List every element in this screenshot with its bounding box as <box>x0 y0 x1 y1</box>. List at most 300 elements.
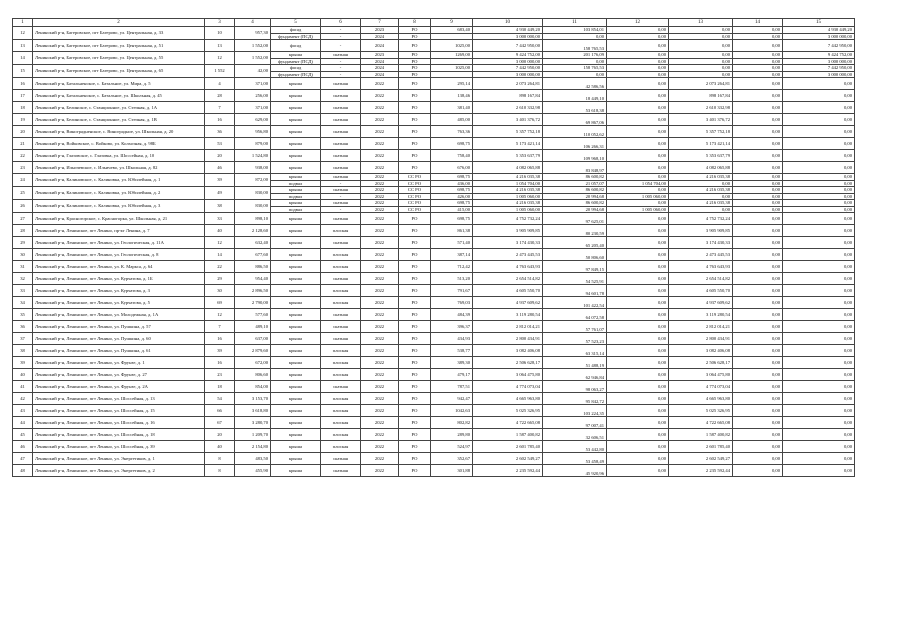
area-cell: 3 618,80 <box>235 405 271 417</box>
address-cell: Ленинский р-н, Багеровское, пгт Багерово, ул. Центральная, д. 55 <box>33 52 205 65</box>
area-cell: 938,00 <box>235 162 271 174</box>
apartments-cell: 46 <box>205 162 235 174</box>
value-cell-c10: 4 605 550,70 <box>473 285 543 297</box>
value-cell-c9: 802,82 <box>431 417 473 429</box>
apartments-cell: 7 <box>205 321 235 333</box>
value-cell-c8: РО <box>399 33 431 40</box>
row-number-cell: 39 <box>13 357 33 369</box>
value-cell-c10: 2 073 264,81 <box>473 78 543 90</box>
value-cell-c12: 0,00 <box>607 174 669 181</box>
table-row <box>13 357 855 369</box>
value-cell-c7: 2022 <box>361 369 399 381</box>
value-cell-c13: 4 774 073,04 <box>669 381 733 393</box>
value-cell-c13: 1 587 400,82 <box>669 429 733 441</box>
row-number-cell: 32 <box>13 273 33 285</box>
value-cell-c8: РО <box>399 150 431 162</box>
value-cell-c12: 0,00 <box>607 321 669 333</box>
area-cell: 637,00 <box>235 333 271 345</box>
value-cell-c11: 20 994,68 <box>543 193 607 200</box>
value-cell-c11: 0,00 <box>543 33 607 40</box>
value-cell-c15: 0,00 <box>783 78 855 90</box>
value-cell-c6: скатная <box>321 273 361 285</box>
apartments-cell: 39 <box>205 174 235 187</box>
address-cell: Ленинский р-н, Ленинское, пгт Ленино, ул. Шоссейная, д. 15 <box>33 405 205 417</box>
value-cell-c12: 0,00 <box>607 71 669 78</box>
apartments-cell: 14 <box>205 249 235 261</box>
value-cell-c15: 0,00 <box>783 200 855 207</box>
row-number-cell: 42 <box>13 393 33 405</box>
area-cell: 2 879,60 <box>235 345 271 357</box>
value-cell-c14: 0,00 <box>733 321 783 333</box>
value-cell-c5: крыша <box>271 405 321 417</box>
row-number-cell: 45 <box>13 429 33 441</box>
value-cell-c6: - <box>321 33 361 40</box>
address-cell: Ленинский р-н, Ленинское, пгт Ленино, ул. Пушкина, д. 57 <box>33 321 205 333</box>
value-cell-c8: РО <box>399 40 431 52</box>
value-cell-c7: 2022 <box>361 200 399 207</box>
value-cell-c5: крыша <box>271 225 321 237</box>
value-cell-c15: 0,00 <box>783 453 855 465</box>
value-cell-c9: 415,00 <box>431 206 473 213</box>
value-cell-c14: 0,00 <box>733 52 783 59</box>
row-number-cell: 15 <box>13 65 33 78</box>
value-cell-c15: 0,00 <box>783 237 855 249</box>
value-cell-c10: 5 353 637,79 <box>473 150 543 162</box>
value-cell-c5: крыша <box>271 381 321 393</box>
value-cell-c5: крыша <box>271 187 321 194</box>
value-cell-c6: - <box>321 65 361 72</box>
column-number-cell: 6 <box>321 19 361 27</box>
address-cell: Ленинский р-н, Ленинское, пгт Ленино, ул. Пушкина, д. 61 <box>33 345 205 357</box>
area-cell: 42,00 <box>235 65 271 78</box>
row-number-cell: 31 <box>13 261 33 273</box>
value-cell-c10: 1 587 400,82 <box>473 429 543 441</box>
value-cell-c7: 2022 <box>361 213 399 225</box>
value-cell-c14: 0,00 <box>733 40 783 52</box>
value-cell-c7: 2024 <box>361 71 399 78</box>
value-cell-c11: 97 849,15 <box>543 261 607 273</box>
value-cell-c12: 0,00 <box>607 453 669 465</box>
address-cell: Ленинский р-н, Ленинское, пгт Ленино, ул. Фрунзе, д. 2А <box>33 381 205 393</box>
value-cell-c14: 0,00 <box>733 150 783 162</box>
value-cell-c6: скатная <box>321 309 361 321</box>
table-row <box>13 285 855 297</box>
value-cell-c10: 2 506 628,17 <box>473 357 543 369</box>
value-cell-c5: крыша <box>271 90 321 102</box>
area-cell: 1 552,00 <box>235 40 271 52</box>
value-cell-c12: 0,00 <box>607 102 669 114</box>
value-cell-c14: 0,00 <box>733 237 783 249</box>
value-cell-c14: 0,00 <box>733 114 783 126</box>
value-cell-c5: подвал <box>271 193 321 200</box>
value-cell-c8: РО <box>399 71 431 78</box>
apartments-cell: 36 <box>205 126 235 138</box>
value-cell-c8: РО <box>399 261 431 273</box>
row-number-cell: 37 <box>13 333 33 345</box>
value-cell-c12: 0,00 <box>607 90 669 102</box>
address-cell: Ленинский р-н, Батальненское, с. Батальное, ул. Мира, д. 5 <box>33 78 205 90</box>
value-cell-c9: 301,88 <box>431 465 473 477</box>
value-cell-c12: 0,00 <box>607 345 669 357</box>
value-cell-c6: скатная <box>321 453 361 465</box>
area-cell: 489,10 <box>235 321 271 333</box>
area-cell: 632,40 <box>235 237 271 249</box>
value-cell-c7: 2022 <box>361 114 399 126</box>
apartments-cell: 40 <box>205 225 235 237</box>
value-cell-c12: 0,00 <box>607 297 669 309</box>
value-cell-c5: фасад <box>271 65 321 72</box>
value-cell-c5: крыша <box>271 453 321 465</box>
value-cell-c7: 2022 <box>361 102 399 114</box>
value-cell-c6: - <box>321 71 361 78</box>
area-cell: 957,30 <box>235 27 271 40</box>
value-cell-c6: плоская <box>321 357 361 369</box>
value-cell-c6: скатная <box>321 162 361 174</box>
apartments-cell: 66 <box>205 405 235 417</box>
value-cell-c12: 0,00 <box>607 357 669 369</box>
value-cell-c12: 0,00 <box>607 405 669 417</box>
value-cell-c11: 57 761,07 <box>543 321 607 333</box>
table-body <box>13 19 855 477</box>
value-cell-c15: 0,00 <box>783 90 855 102</box>
value-cell-c6: - <box>321 206 361 213</box>
value-cell-c13: 4 665 963,80 <box>669 393 733 405</box>
value-cell-c14: 0,00 <box>733 58 783 65</box>
value-cell-c7: 2024 <box>361 58 399 65</box>
apartments-cell: 28 <box>205 90 235 102</box>
column-number-cell: 4 <box>235 19 271 27</box>
value-cell-c12: 0,00 <box>607 441 669 453</box>
value-cell-c7: 2022 <box>361 162 399 174</box>
value-cell-c5: крыша <box>271 102 321 114</box>
area-cell: 3 280,70 <box>235 417 271 429</box>
value-cell-c8: РО <box>399 65 431 72</box>
value-cell-c15: 0,00 <box>783 193 855 200</box>
value-cell-c5: крыша <box>271 429 321 441</box>
value-cell-c5: крыша <box>271 114 321 126</box>
value-cell-c14: 0,00 <box>733 33 783 40</box>
value-cell-c11: 103 854,01 <box>543 27 607 34</box>
value-cell-c10: 898 167,84 <box>473 90 543 102</box>
value-cell-c13: 2 073 264,81 <box>669 78 733 90</box>
value-cell-c9: 698,75 <box>431 174 473 181</box>
value-cell-c6: скатная <box>321 200 361 207</box>
area-cell: 483,50 <box>235 453 271 465</box>
row-number-cell: 25 <box>13 187 33 200</box>
value-cell-c5: крыша <box>271 333 321 345</box>
value-cell-c8: РО <box>399 162 431 174</box>
table-row <box>13 40 855 52</box>
row-number-cell: 34 <box>13 297 33 309</box>
value-cell-c11: 53 618,38 <box>543 102 607 114</box>
value-cell-c15: 0,00 <box>783 393 855 405</box>
value-cell-c7: 2022 <box>361 393 399 405</box>
value-cell-c7: 2022 <box>361 261 399 273</box>
value-cell-c11: 86 600,82 <box>543 187 607 194</box>
value-cell-c11: 21 057,07 <box>543 180 607 187</box>
value-cell-c13: 0,00 <box>669 71 733 78</box>
value-cell-c13: 0,00 <box>669 40 733 52</box>
value-cell-c9: 712,42 <box>431 261 473 273</box>
value-cell-c10: 3 082 406,08 <box>473 345 543 357</box>
value-cell-c5: фундамент (ПСД) <box>271 71 321 78</box>
value-cell-c13: 2 812 014,21 <box>669 321 733 333</box>
value-cell-c14: 0,00 <box>733 102 783 114</box>
value-cell-c10: 4 216 035,38 <box>473 174 543 181</box>
value-cell-c12: 0,00 <box>607 237 669 249</box>
value-cell-c13: 2 235 592,44 <box>669 465 733 477</box>
value-cell-c14: 0,00 <box>733 206 783 213</box>
value-cell-c6: скатная <box>321 126 361 138</box>
value-cell-c14: 0,00 <box>733 213 783 225</box>
address-cell: Ленинский р-н, Ленинское, пгт Ленино, ул. Шоссейная, д. 13 <box>33 393 205 405</box>
value-cell-c11: 97 007,41 <box>543 417 607 429</box>
value-cell-c8: РО <box>399 417 431 429</box>
value-cell-c12: 0,00 <box>607 52 669 59</box>
value-cell-c14: 0,00 <box>733 393 783 405</box>
value-cell-c14: 0,00 <box>733 465 783 477</box>
value-cell-c11: 201 176,09 <box>543 52 607 59</box>
table-row <box>13 162 855 174</box>
apartments-cell: 38 <box>205 200 235 213</box>
value-cell-c14: 0,00 <box>733 273 783 285</box>
value-cell-c5: крыша <box>271 237 321 249</box>
table-row <box>13 441 855 453</box>
value-cell-c10: 1 054 704,00 <box>473 180 543 187</box>
value-cell-c11: 101 422,54 <box>543 297 607 309</box>
value-cell-c7: 2022 <box>361 138 399 150</box>
value-cell-c7: 2023 <box>361 27 399 34</box>
row-number-cell: 27 <box>13 213 33 225</box>
value-cell-c12: 0,00 <box>607 213 669 225</box>
value-cell-c12: 0,00 <box>607 126 669 138</box>
value-cell-c6: - <box>321 40 361 52</box>
column-number-cell: 9 <box>431 19 473 27</box>
value-cell-c13: 2 506 628,17 <box>669 357 733 369</box>
area-cell: 256,00 <box>235 90 271 102</box>
value-cell-c9: 381,40 <box>431 102 473 114</box>
address-cell: Ленинский р-н, Ленинское, пгт Ленино, ул. Геологическая, д. 11А <box>33 237 205 249</box>
value-cell-c9: 571,40 <box>431 237 473 249</box>
value-cell-c15: 3 000 000,00 <box>783 33 855 40</box>
value-cell-c7: 2022 <box>361 237 399 249</box>
value-cell-c12: 0,00 <box>607 33 669 40</box>
value-cell-c14: 0,00 <box>733 138 783 150</box>
area-cell: 371,00 <box>235 102 271 114</box>
value-cell-c12: 0,00 <box>607 40 669 52</box>
address-cell: Ленинский р-н, Багеровское, пгт Багерово, ул. Центральная, д. 65 <box>33 65 205 78</box>
value-cell-c15: 0,00 <box>783 465 855 477</box>
value-cell-c5: крыша <box>271 297 321 309</box>
value-cell-c7: 2022 <box>361 90 399 102</box>
value-cell-c9: 138,46 <box>431 90 473 102</box>
value-cell-c12: 0,00 <box>607 393 669 405</box>
value-cell-c9: 396,37 <box>431 321 473 333</box>
apartments-cell: 20 <box>205 429 235 441</box>
value-cell-c11: 158 765,53 <box>543 40 607 52</box>
column-number-cell: 5 <box>271 19 321 27</box>
value-cell-c12: 0,00 <box>607 285 669 297</box>
row-number-cell: 48 <box>13 465 33 477</box>
value-cell-c14: 0,00 <box>733 285 783 297</box>
area-cell: 2 790,00 <box>235 297 271 309</box>
value-cell-c13: 4 216 035,38 <box>669 174 733 181</box>
value-cell-c10: 2 601 785,40 <box>473 441 543 453</box>
value-cell-c13: 2 610 332,98 <box>669 102 733 114</box>
value-cell-c10: 3 119 280,54 <box>473 309 543 321</box>
value-cell-c10: 1 005 060,00 <box>473 206 543 213</box>
value-cell-c8: РО <box>399 441 431 453</box>
area-cell: 1 552,00 <box>235 52 271 65</box>
row-number-cell: 17 <box>13 90 33 102</box>
area-cell: 898,10 <box>235 213 271 225</box>
value-cell-c10: 1 005 060,00 <box>473 193 543 200</box>
address-cell: Ленинский р-н, Ленинское, пгт Ленино, пр-кт Ленина, д. 7 <box>33 225 205 237</box>
value-cell-c10: 2 235 592,44 <box>473 465 543 477</box>
value-cell-c7: 2022 <box>361 405 399 417</box>
value-cell-c8: РО <box>399 213 431 225</box>
value-cell-c8: РО <box>399 237 431 249</box>
value-cell-c15: 3 000 000,00 <box>783 58 855 65</box>
value-cell-c11: 109 968,10 <box>543 150 607 162</box>
value-cell-c15: 0,00 <box>783 441 855 453</box>
apartments-cell: 12 <box>205 309 235 321</box>
value-cell-c14: 0,00 <box>733 333 783 345</box>
value-cell-c12: 0,00 <box>607 58 669 65</box>
apartments-cell: 18 <box>205 381 235 393</box>
table-row <box>13 237 855 249</box>
value-cell-c15: 0,00 <box>783 174 855 181</box>
column-number-cell: 2 <box>33 19 205 27</box>
row-number-cell: 33 <box>13 285 33 297</box>
value-cell-c6: скатная <box>321 237 361 249</box>
table-row <box>13 78 855 90</box>
value-cell-c13: 0,00 <box>669 180 733 187</box>
value-cell-c13: 0,00 <box>669 193 733 200</box>
value-cell-c5: фундамент (ПСД) <box>271 58 321 65</box>
value-cell-c5: крыша <box>271 138 321 150</box>
value-cell-c8: РО <box>399 249 431 261</box>
value-cell-c14: 0,00 <box>733 249 783 261</box>
table-row <box>13 138 855 150</box>
value-cell-c5: подвал <box>271 180 321 187</box>
row-number-cell: 28 <box>13 225 33 237</box>
value-cell-c10: 4 722 665,08 <box>473 417 543 429</box>
apartments-cell: 53 <box>205 138 235 150</box>
value-cell-c10: 2 610 332,98 <box>473 102 543 114</box>
value-cell-c13: 4 216 035,38 <box>669 187 733 194</box>
value-cell-c12: 0,00 <box>607 333 669 345</box>
area-cell: 872,00 <box>235 174 271 187</box>
value-cell-c8: СС РО <box>399 193 431 200</box>
value-cell-c9: 436,00 <box>431 180 473 187</box>
value-cell-c13: 2 800 434,91 <box>669 333 733 345</box>
value-cell-c5: крыша <box>271 261 321 273</box>
value-cell-c12: 0,00 <box>607 138 669 150</box>
value-cell-c7: 2022 <box>361 225 399 237</box>
value-cell-c8: СС РО <box>399 187 431 194</box>
value-cell-c9: 426,00 <box>431 193 473 200</box>
table-row <box>13 393 855 405</box>
area-cell: 954,40 <box>235 273 271 285</box>
value-cell-c6: плоская <box>321 441 361 453</box>
address-cell: Ленинский р-н, Глазовское, с. Глазовка, ул. Шоссейная, д. 10 <box>33 150 205 162</box>
value-cell-c10: 4 930 449,20 <box>473 27 543 34</box>
value-cell-c9: 698,75 <box>431 200 473 207</box>
value-cell-c6: плоская <box>321 393 361 405</box>
value-cell-c11: 0,00 <box>543 71 607 78</box>
value-cell-c8: РО <box>399 27 431 34</box>
value-cell-c10: 4 082 065,88 <box>473 162 543 174</box>
value-cell-c8: РО <box>399 225 431 237</box>
value-cell-c5: крыша <box>271 52 321 59</box>
value-cell-c15: 0,00 <box>783 180 855 187</box>
value-cell-c12: 0,00 <box>607 381 669 393</box>
value-cell-c14: 0,00 <box>733 417 783 429</box>
value-cell-c15: 0,00 <box>783 102 855 114</box>
value-cell-c15: 0,00 <box>783 381 855 393</box>
value-cell-c6: скатная <box>321 90 361 102</box>
value-cell-c6: плоская <box>321 345 361 357</box>
value-cell-c14: 0,00 <box>733 405 783 417</box>
address-cell: Ленинский р-н, Багеровское, пгт Багерово, ул. Центральная, д. 51 <box>33 40 205 52</box>
value-cell-c8: РО <box>399 138 431 150</box>
row-number-cell: 12 <box>13 27 33 40</box>
area-cell: 2 154,80 <box>235 441 271 453</box>
value-cell-c8: СС РО <box>399 200 431 207</box>
value-cell-c6: скатная <box>321 333 361 345</box>
value-cell-c5: крыша <box>271 417 321 429</box>
value-cell-c15: 0,00 <box>783 261 855 273</box>
value-cell-c8: РО <box>399 429 431 441</box>
address-cell: Ленинский р-н, Калиновское, с. Калиновка, ул. Юбилейная, д. 2 <box>33 187 205 200</box>
row-number-cell: 43 <box>13 405 33 417</box>
value-cell-c15: 0,00 <box>783 429 855 441</box>
value-cell-c8: РО <box>399 453 431 465</box>
value-cell-c6: плоская <box>321 369 361 381</box>
table-row <box>13 465 855 477</box>
apartments-cell: 7 <box>205 102 235 114</box>
area-cell: 371,00 <box>235 78 271 90</box>
area-cell: 830,00 <box>235 187 271 200</box>
apartments-cell: 1 552 <box>205 65 235 78</box>
value-cell-c8: РО <box>399 285 431 297</box>
value-cell-c7: 2022 <box>361 381 399 393</box>
area-cell: 1 524,80 <box>235 150 271 162</box>
value-cell-c7: 2022 <box>361 429 399 441</box>
value-cell-c9: 758,40 <box>431 150 473 162</box>
value-cell-c15: 0,00 <box>783 138 855 150</box>
value-cell-c11: 158 765,53 <box>543 65 607 72</box>
table-row <box>13 429 855 441</box>
value-cell-c10: 2 654 514,82 <box>473 273 543 285</box>
row-number-cell: 24 <box>13 174 33 187</box>
value-cell-c10: 4 216 035,38 <box>473 200 543 207</box>
value-cell-c14: 0,00 <box>733 187 783 194</box>
value-cell-c7: 2022 <box>361 206 399 213</box>
value-cell-c8: РО <box>399 369 431 381</box>
value-cell-c11: 65 205,40 <box>543 237 607 249</box>
value-cell-c14: 0,00 <box>733 193 783 200</box>
address-cell: Ленинский р-н, Батальненское, с. Батальное, ул. Школьная, д. 45 <box>33 90 205 102</box>
value-cell-c5: крыша <box>271 309 321 321</box>
value-cell-c11: 98 063,27 <box>543 381 607 393</box>
value-cell-c9: 289,80 <box>431 429 473 441</box>
value-cell-c13: 4 605 550,70 <box>669 285 733 297</box>
row-number-cell: 30 <box>13 249 33 261</box>
table-row <box>13 405 855 417</box>
area-cell: 455,90 <box>235 465 271 477</box>
